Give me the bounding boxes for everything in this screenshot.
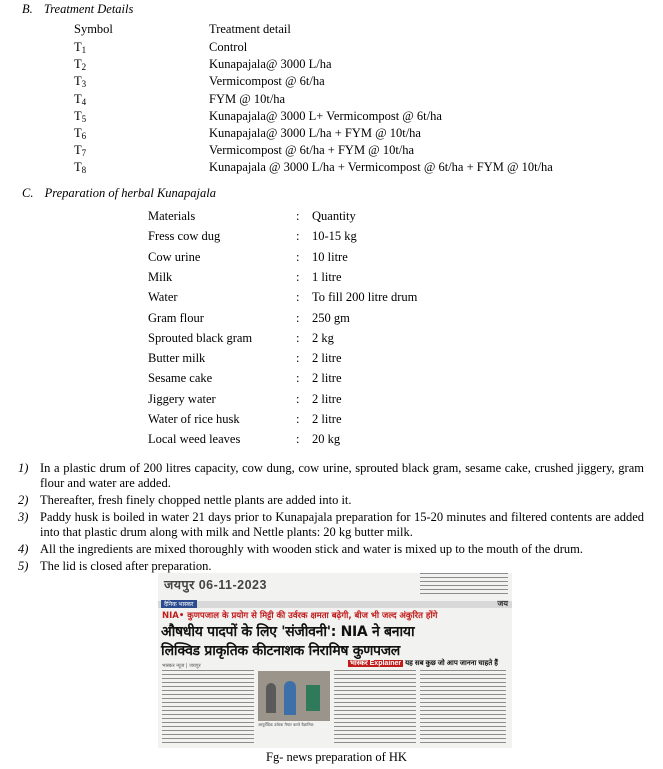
preparation-step — [18, 542, 644, 557]
step-text: Paddy husk is boiled in water 21 days prior to Kunapajala preparation for 15-20 minutes and filtered contents are added into that plastic drum along with milk and Nettle plants: 20 kg butter milk. — [40, 510, 644, 539]
material-colon: : — [296, 229, 300, 244]
treatment-symbol — [74, 92, 86, 107]
treatment-detail: Kunapajala@ 3000 L+ Vermicompost @ 6t/ha — [209, 108, 442, 123]
material-quantity: 10 litre — [312, 249, 348, 264]
material-name: Sesame cake — [148, 371, 213, 386]
preparation-step — [18, 461, 644, 491]
treatment-symbol-letter: T — [74, 40, 82, 54]
treatment-row — [0, 57, 663, 74]
material-row — [0, 432, 663, 452]
treatment-detail: FYM @ 10t/ha — [209, 91, 286, 106]
material-colon: : — [296, 310, 300, 325]
news-explainer — [348, 659, 498, 668]
material-quantity: 2 litre — [312, 412, 342, 426]
material-quantity: 20 kg — [312, 432, 341, 447]
material-colon: : — [296, 249, 300, 264]
material-row — [0, 331, 663, 351]
news-text-column-3 — [420, 670, 506, 745]
news-masthead: दैनिक भास्कर — [161, 600, 197, 608]
material-row — [0, 250, 663, 270]
news-text-column-2 — [334, 670, 416, 745]
treatment-symbol-letter: T — [74, 91, 82, 106]
treatment-symbol-subscript: 8 — [81, 165, 87, 176]
treatment-detail: Kunapajala@ 3000 L/ha + FYM @ 10t/ha — [209, 126, 421, 140]
step-number: 2) — [18, 493, 29, 507]
treatment-symbol-letter: T — [74, 143, 82, 158]
material-name: Water of rice husk — [148, 412, 240, 426]
material-colon: : — [296, 371, 300, 386]
material-row — [0, 392, 663, 412]
treatment-symbol-subscript: 7 — [81, 148, 87, 159]
material-name: Fress cow dug — [148, 229, 221, 244]
material-name: Milk — [148, 269, 173, 284]
preparation-step — [18, 510, 644, 540]
treatment-col-detail: Treatment detail — [209, 22, 291, 36]
material-colon: : — [296, 412, 300, 426]
material-quantity: To fill 200 litre drum — [312, 290, 418, 305]
newspaper-clipping — [158, 573, 512, 748]
material-name: Local weed leaves — [148, 432, 241, 447]
treatment-symbol — [74, 74, 86, 89]
treatment-symbol — [74, 143, 86, 158]
news-photo-drum — [306, 685, 320, 711]
section-c-title: Preparation of herbal Kunapajala — [44, 186, 217, 200]
treatment-row — [0, 126, 663, 143]
treatment-row — [0, 109, 663, 126]
section-b-letter: B. — [22, 2, 33, 16]
step-text: In a plastic drum of 200 litres capacity, cow dung, cow urine, sprouted black gram, sesame cake, crushed jiggery, gram flour and water are added. — [40, 461, 644, 490]
material-colon: : — [296, 391, 300, 406]
treatment-symbol — [74, 57, 86, 72]
treatment-symbol-letter: T — [74, 160, 82, 175]
news-headline-line1: औषधीय पादपों के लिए 'संजीवनी': NIA ने बनाया — [161, 624, 415, 640]
step-text: Thereafter, fresh finely chopped nettle plants are added into it. — [40, 493, 352, 507]
section-b-heading — [22, 2, 133, 17]
material-quantity: 10-15 kg — [312, 229, 357, 244]
treatment-symbol-subscript: 4 — [81, 96, 87, 107]
treatment-row — [0, 74, 663, 91]
step-number: 3) — [18, 510, 29, 524]
news-kicker: NIA• कुणपजाल के प्रयोग से मिट्टी की उर्वरक क्षमता बढ़ेगी, बीज भी जल्द अंकुरित होंगे — [162, 611, 438, 621]
step-number: 5) — [18, 559, 29, 573]
treatment-row — [0, 92, 663, 109]
treatment-symbol-letter: T — [74, 126, 82, 140]
news-date: जयपुर 06-11-2023 — [164, 578, 267, 592]
material-row — [0, 371, 663, 391]
material-row — [0, 209, 663, 229]
news-photo-person — [284, 681, 296, 715]
treatment-detail: Vermicompost @ 6t/ha — [209, 74, 325, 89]
treatment-detail: Kunapajala@ 3000 L/ha — [209, 57, 332, 72]
treatment-detail: Control — [209, 40, 248, 54]
treatment-row — [0, 40, 663, 57]
treatment-detail: Kunapajala @ 3000 L/ha + Vermicompost @ 6t/ha + FYM @ 10t/ha — [209, 160, 553, 175]
treatment-symbol-subscript: 3 — [81, 79, 87, 90]
section-c-letter: C. — [22, 186, 34, 200]
material-name: Butter milk — [148, 351, 206, 366]
treatment-symbol-subscript: 1 — [81, 45, 87, 55]
material-row — [0, 311, 663, 331]
material-row — [0, 290, 663, 310]
preparation-step — [18, 559, 644, 574]
news-headline-line2: लिक्विड प्राकृतिक कीटनाशक निरामिष कुणपजल — [161, 643, 400, 659]
material-quantity: 2 litre — [312, 371, 342, 386]
news-explainer-tag: भास्कर Explainer — [350, 660, 402, 667]
news-byline: भास्कर न्यूज | जयपुर — [162, 663, 201, 669]
treatment-symbol-letter: T — [74, 108, 82, 123]
treatment-symbol-subscript: 2 — [81, 62, 87, 73]
news-photo — [258, 671, 330, 721]
section-c-heading — [22, 186, 216, 201]
news-edition: जय — [497, 599, 508, 608]
treatment-symbol — [74, 109, 86, 124]
material-name: Materials — [148, 209, 196, 223]
material-colon: : — [296, 269, 300, 284]
step-number: 4) — [18, 542, 29, 556]
material-colon: : — [296, 432, 300, 447]
material-colon: : — [296, 290, 300, 305]
treatment-symbol — [74, 160, 86, 175]
news-text-column-1 — [162, 670, 254, 745]
news-explainer-text: यह सब कुछ जो आप जानना चाहते हैं — [405, 660, 498, 667]
news-photo-person — [266, 683, 276, 713]
treatment-symbol-subscript: 5 — [81, 113, 87, 124]
treatment-symbol-subscript: 6 — [81, 131, 87, 141]
treatment-row — [0, 143, 663, 160]
material-row — [0, 412, 663, 432]
material-colon: : — [296, 330, 300, 345]
material-quantity: 2 litre — [312, 391, 342, 406]
treatment-detail: Vermicompost @ 6t/ha + FYM @ 10t/ha — [209, 143, 415, 158]
step-number: 1) — [18, 461, 29, 475]
step-text: The lid is closed after preparation. — [40, 559, 212, 573]
material-row — [0, 270, 663, 290]
treatment-col-symbol: Symbol — [74, 22, 113, 36]
preparation-steps — [18, 461, 644, 576]
material-name: Cow urine — [148, 249, 201, 264]
material-row — [0, 351, 663, 371]
step-text: All the ingredients are mixed thoroughly with wooden stick and water is mixed up to the mouth of the drum. — [40, 542, 583, 556]
material-name: Water — [148, 290, 178, 305]
material-colon: : — [296, 351, 300, 366]
material-quantity: Quantity — [312, 209, 356, 223]
material-row — [0, 229, 663, 249]
news-text-column-4 — [420, 573, 508, 597]
material-quantity: 2 kg — [312, 330, 334, 345]
news-masthead-bar — [158, 601, 512, 608]
treatment-row — [0, 160, 663, 177]
material-quantity: 250 gm — [312, 310, 350, 325]
material-quantity: 1 litre — [312, 269, 342, 284]
material-name: Sprouted black gram — [148, 330, 253, 345]
material-name: Gram flour — [148, 310, 204, 325]
news-photo-caption: आयुर्वेदिक उर्वरक तैयार करते वैज्ञानिक — [258, 722, 314, 727]
treatment-symbol-letter: T — [74, 57, 82, 72]
material-quantity: 2 litre — [312, 351, 342, 366]
figure-caption: Fg- news preparation of HK — [266, 750, 407, 764]
treatment-symbol — [74, 40, 86, 55]
material-colon: : — [296, 209, 300, 223]
preparation-step — [18, 493, 644, 508]
section-b-title: Treatment Details — [43, 2, 134, 16]
treatment-symbol-letter: T — [74, 74, 82, 89]
treatment-symbol — [74, 126, 86, 141]
material-name: Jiggery water — [148, 391, 216, 406]
